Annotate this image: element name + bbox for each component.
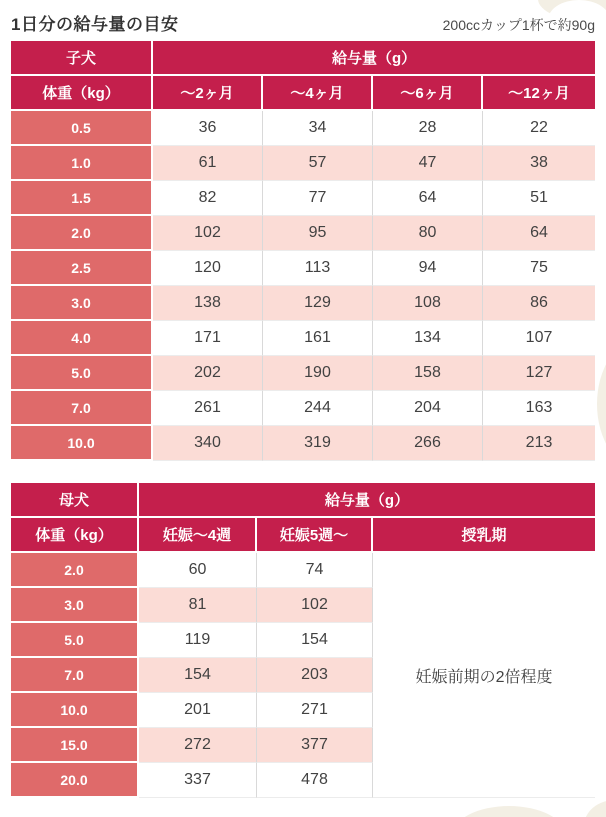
mother-period-column-header: 妊娠5週〜 [257,518,373,553]
amount-cell: 34 [263,111,373,146]
weight-cell: 0.5 [11,111,153,146]
weight-cell: 2.0 [11,216,153,251]
weight-cell: 1.5 [11,181,153,216]
weight-cell: 7.0 [11,658,139,693]
amount-cell: 213 [483,426,595,461]
amount-cell: 204 [373,391,483,426]
weight-cell: 2.5 [11,251,153,286]
amount-cell: 36 [153,111,263,146]
weight-cell: 15.0 [11,728,139,763]
puppy-corner-label: 子犬 [11,41,153,76]
puppy-table-row [11,356,595,391]
amount-cell: 244 [263,391,373,426]
puppy-table-row [11,426,595,461]
amount-cell: 107 [483,321,595,356]
mother-amount-header: 給与量（g） [139,483,595,518]
mother-period-column-header: 妊娠〜4週 [139,518,257,553]
puppy-age-column-header: 〜12ヶ月 [483,76,595,111]
amount-cell: 129 [263,286,373,321]
weight-cell: 4.0 [11,321,153,356]
amount-cell: 171 [153,321,263,356]
amount-cell: 81 [139,588,257,623]
page-title: 1日分の給与量の目安 [11,15,179,34]
amount-cell: 266 [373,426,483,461]
amount-cell: 319 [263,426,373,461]
amount-cell: 108 [373,286,483,321]
mother-table-category-row [11,483,595,518]
puppy-table-row [11,251,595,286]
amount-cell: 138 [153,286,263,321]
amount-cell: 272 [139,728,257,763]
amount-cell: 163 [483,391,595,426]
puppy-age-column-header: 〜2ヶ月 [153,76,263,111]
weight-cell: 20.0 [11,763,139,798]
amount-cell: 134 [373,321,483,356]
amount-cell: 161 [263,321,373,356]
amount-cell: 158 [373,356,483,391]
mother-corner-label: 母犬 [11,483,139,518]
amount-cell: 74 [257,553,373,588]
amount-cell: 190 [263,356,373,391]
background-circle-decoration [452,806,566,817]
amount-cell: 64 [373,181,483,216]
amount-cell: 261 [153,391,263,426]
puppy-table-row [11,111,595,146]
amount-cell: 51 [483,181,595,216]
amount-cell: 94 [373,251,483,286]
amount-cell: 82 [153,181,263,216]
amount-cell: 22 [483,111,595,146]
mother-period-column-header: 授乳期 [373,518,595,553]
amount-cell: 95 [263,216,373,251]
cup-measure-note: 200ccカップ1杯で約90g [442,17,595,33]
weight-cell: 10.0 [11,426,153,461]
background-circle-decoration [584,800,606,817]
weight-cell: 3.0 [11,588,139,623]
puppy-weight-header: 体重（kg） [11,76,153,111]
amount-cell: 154 [139,658,257,693]
amount-cell: 28 [373,111,483,146]
puppy-table-row [11,391,595,426]
amount-cell: 102 [257,588,373,623]
titlebar [0,0,606,32]
mother-table-row [11,553,595,588]
puppy-table-row [11,216,595,251]
puppy-table-row [11,321,595,356]
amount-cell: 75 [483,251,595,286]
amount-cell: 340 [153,426,263,461]
amount-cell: 57 [263,146,373,181]
amount-cell: 203 [257,658,373,693]
amount-cell: 61 [153,146,263,181]
amount-cell: 201 [139,693,257,728]
puppy-table-row [11,286,595,321]
amount-cell: 47 [373,146,483,181]
weight-cell: 3.0 [11,286,153,321]
amount-cell: 86 [483,286,595,321]
amount-cell: 60 [139,553,257,588]
mother-weight-header: 体重（kg） [11,518,139,553]
lactation-note-cell: 妊娠前期の2倍程度 [373,553,595,798]
amount-cell: 102 [153,216,263,251]
weight-cell: 2.0 [11,553,139,588]
amount-cell: 77 [263,181,373,216]
puppy-table-row [11,181,595,216]
amount-cell: 80 [373,216,483,251]
puppy-amount-header: 給与量（g） [153,41,595,76]
weight-cell: 1.0 [11,146,153,181]
amount-cell: 120 [153,251,263,286]
weight-cell: 5.0 [11,356,153,391]
amount-cell: 127 [483,356,595,391]
amount-cell: 377 [257,728,373,763]
amount-cell: 113 [263,251,373,286]
amount-cell: 119 [139,623,257,658]
amount-cell: 38 [483,146,595,181]
mother-table-column-header-row [11,518,595,553]
weight-cell: 7.0 [11,391,153,426]
puppy-age-column-header: 〜4ヶ月 [263,76,373,111]
puppy-table-category-row [11,41,595,76]
amount-cell: 337 [139,763,257,798]
puppy-table-column-header-row [11,76,595,111]
weight-cell: 5.0 [11,623,139,658]
puppy-feeding-table [11,41,595,461]
mother-feeding-table [11,483,595,798]
amount-cell: 271 [257,693,373,728]
amount-cell: 478 [257,763,373,798]
amount-cell: 64 [483,216,595,251]
weight-cell: 10.0 [11,693,139,728]
puppy-age-column-header: 〜6ヶ月 [373,76,483,111]
puppy-table-row [11,146,595,181]
amount-cell: 154 [257,623,373,658]
amount-cell: 202 [153,356,263,391]
